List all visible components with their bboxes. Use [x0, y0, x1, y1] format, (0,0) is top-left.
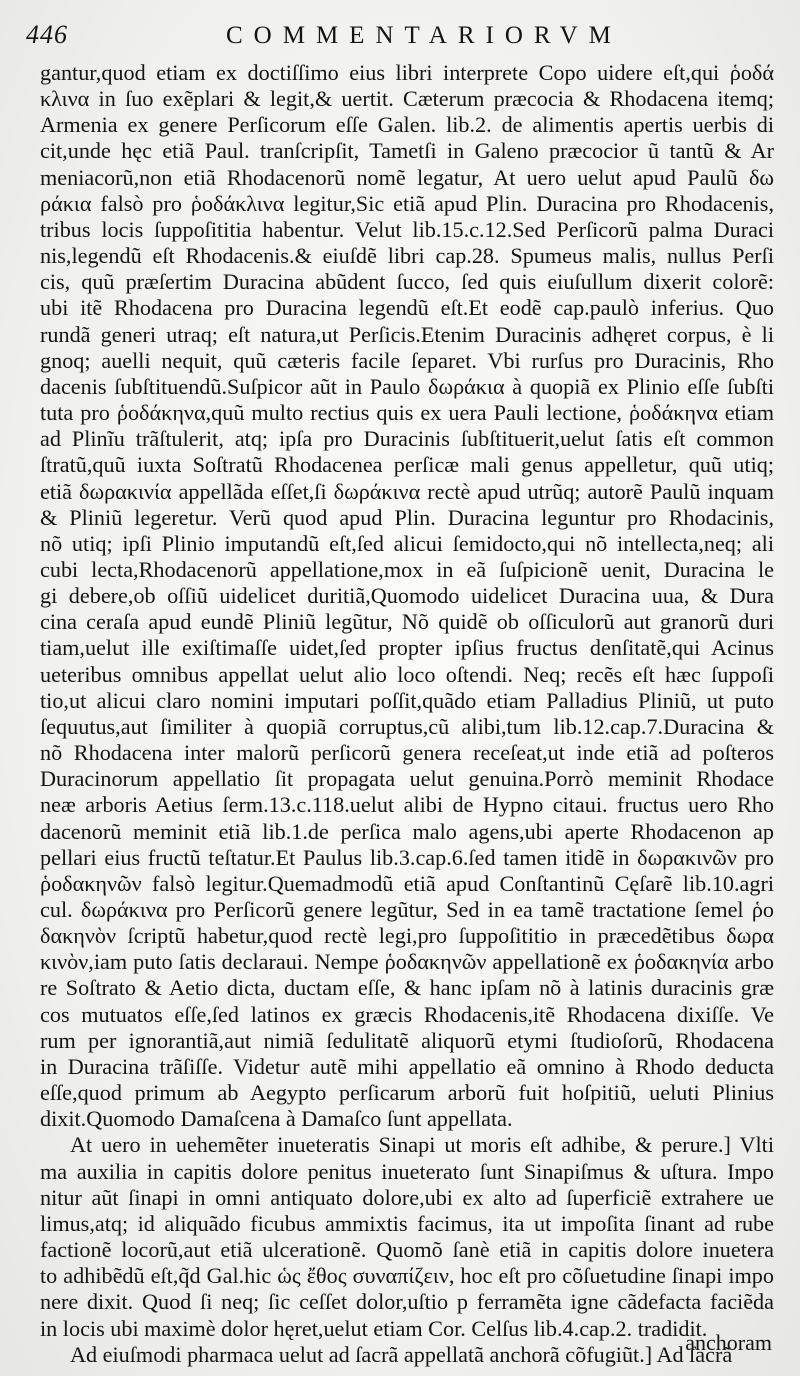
text-line: in Duracina trãſiſſe. Videtur autẽ mihi appellatio eã omnino à Rhodo deducta [40, 1053, 774, 1079]
text-line: nõ utiq; ipſi Plinio imputandũ eſt,ſed alicui ſemidocto,qui nõ intellecta,neq; ali [40, 530, 774, 556]
text-line: Duracinorum appellatio ſit propagata uelut genuina.Porrò meminit Rhodace [40, 766, 774, 792]
text-line: gnoq; auelli nequit, quũ cæteris facile ſeparet. Vbi rurſus pro Duracinis, Rho [40, 347, 774, 373]
text-line: Armenia ex genere Perſicorum eſſe Galen. lib.2. de alimentis apertis uerbis di [40, 112, 774, 138]
text-line: ma auxilia in capitis dolore penitus inueterato ſunt Sinapiſmus & uſtura. Impo [40, 1158, 774, 1184]
text-line: in locis ubi maximè dolor hęret,uelut etiam Cor. Celſus lib.4.cap.2. tradidit. [40, 1315, 708, 1341]
text-line: gi debere,ob oſſiũ uidelicet duritiã,Quomodo uidelicet Duracina uua, & Dura [40, 583, 774, 609]
text-line: factionẽ locorũ,aut etiã ulcerationẽ. Quomõ ſanè etiã in capitis dolore inuetera [40, 1237, 774, 1263]
text-line: δακηνὸν ſcriptũ habetur,quod rectè legi,pro ſuppoſititio in præcedẽtibus δωρα [40, 923, 774, 949]
text-line: dixit.Quomodo Damaſcena à Damaſco ſunt appellata. [40, 1106, 513, 1132]
text-line: rum per ignorantiã,aut nimiã ſedulitatẽ aliquorũ etymi ſtudioſorũ, Rhodacena [40, 1027, 774, 1053]
running-head: COMMENTARIORVM [226, 22, 622, 49]
text-line: ῥοδακηνῶν falsò legitur.Quemadmodũ etiã apud Conſtantinũ Cęſarẽ lib.10.agri [40, 870, 774, 896]
text-line: ueteribus omnibus appellat uelut alio loco oſtendi. Neq; recẽs eſt hæc ſuppoſi [40, 661, 774, 687]
text-line: nõ Rhodacena inter malorũ perſicorũ genera receſeat,ut inde etiã ad poſteros [40, 740, 774, 766]
text-line: cul. δωράκινα pro Perſicorũ genere legũtur, Sed in ea tamẽ tractatione ſemel ῥο [40, 897, 774, 922]
text-line: eſſe,quod primum ab Aegypto perſicarum arborũ fuit hoſpitiũ, ueluti Plinius [40, 1080, 774, 1106]
page-number: 446 [26, 20, 68, 49]
text-line: κινὸν,iam puto ſatis declaraui. Nempe ῥοδακηνῶν appellationẽ ex ῥοδακηνία arbo [40, 949, 774, 975]
text-line: tuta pro ῥοδάκηνα,quũ multo rectius quis ex uera Pauli lectione, ῥοδάκηνα etiam [40, 400, 774, 426]
text-line: ράκια falsò pro ῥοδάκλινα legitur,Sic etiã apud Plin. Duracina pro Rhodacenis, [40, 190, 774, 216]
text-line: tio,ut alicui claro nomini imputari poſſit,quãdo etiam Palladius Pliniũ, ut puto [40, 687, 774, 713]
text-line: & Pliniũ legeretur. Verũ quod apud Plin. Duracina leguntur pro Rhodacinis, [40, 504, 774, 530]
text-line: nis,legendũ eſt Rhodacenis.& eiuſdẽ libri cap.28. Spumeus malis, nullus Perſi [40, 243, 774, 269]
text-line: cina ceraſa apud eundẽ Pliniũ legũtur, Nõ quidẽ ob oſſiculorũ aut granorũ duri [40, 609, 774, 635]
text-line: cis, quũ præſertim Duracina abũdent ſucco, ſed quis eiuſullum dixerit colorẽ: [40, 269, 774, 295]
text-line: ſtratũ,quũ iuxta Soſtratũ Rhodacenea perſicæ mali genus appelletur, quũ utiq; [40, 452, 774, 478]
text-line: etiã δωρακινία appellãda eſſet,ſi δωράκινα rectè apud utrũq; autorẽ Paulũ inquam [40, 478, 774, 504]
page-header [26, 20, 774, 54]
text-line: At uero in uehemẽter inueteratis Sinapi ut moris eſt adhibe, & perure.] Vlti [70, 1132, 774, 1158]
text-line: κλινα in ſuo exẽplari & legit,& uertit. Cæterum præcocia & Rhodacena itemq; [40, 86, 774, 112]
text-line: ad Plinĩu trãſtulerit, atq; ipſa pro Duracinis ſubſtituerit,uelut ſatis eſt common [40, 426, 774, 452]
text-line: meniacorũ,non etiã Rhodacenorũ nomẽ legatur, At uero uelut apud Paulũ δω [40, 164, 774, 190]
text-line: cit,unde hęc etiã Paul. tranſcripſit, Tametſi in Galeno præcocior ũ tantũ & Ar [40, 138, 774, 164]
text-line: cos mutuatos eſſe,ſed latinos ex græcis Rhodacenis,itẽ Rhodacena dixiſſe. Ve [40, 1001, 774, 1027]
text-line: dacenorũ meminit etiã lib.1.de perſica malo agens,ubi aperte Rhodacenon ap [40, 818, 774, 844]
body-text [40, 60, 774, 1368]
text-line: ubi itẽ Rhodacena pro Duracina legendũ eſt.Et eodẽ cap.paulò inferius. Quo [40, 295, 774, 321]
catchword: anchoram [685, 1330, 772, 1355]
paragraph [40, 60, 774, 1132]
paragraph [40, 1132, 774, 1341]
text-line: nitur aũt ſinapi in omni antiquato dolore,ubi ex alto ad ſuperficiẽ extrahere ue [40, 1184, 774, 1210]
text-line: limus,atq; id aliquãdo ficubus ammixtis facimus, ita ut impoſita ſinant ad rube [40, 1210, 774, 1236]
text-line: tiam,uelut ille exiſtimaſſe uidet,ſed propter ipſius fructus denſitatẽ,qui Acinus [40, 635, 774, 661]
text-line: cubi lecta,Rhodacenorũ appellatione,mox in eã ſuſpicionẽ uenit, Duracina le [40, 556, 774, 582]
text-line: tribus locis ſuppoſititia habentur. Velut lib.15.c.12.Sed Perſicorũ palma Duraci [40, 216, 774, 242]
text-line: to adhibẽdũ eſt,q̃d Gal.hic ὡς ἔθος συναπίζειν, hoc eſt pro cõſuetudine ſinapi impo [40, 1263, 774, 1289]
text-line: ſequutus,aut ſimiliter à quopiã corruptus,cũ alibi,tum lib.12.cap.7.Duracina & [40, 713, 774, 739]
text-line: Ad eiuſmodi pharmaca uelut ad ſacrã appellatã anchorã cõfugiũt.] Ad ſacrã [70, 1341, 733, 1367]
text-line: dacenis ſubſtituendũ.Suſpicor aũt in Paulo δωράκια à quopiã ex Plinio eſſe ſubſti [40, 373, 774, 399]
text-line: neæ arboris Aetius ſerm.13.c.118.uelut alibi de Hypno citaui. fructus uero Rho [40, 792, 774, 818]
text-line: pellari eius fructũ teſtatur.Et Paulus lib.3.cap.6.ſed tamen itidẽ in δωρακινῶν pro [40, 844, 774, 870]
text-line: rundã generi utraq; eſt natura,ut Perſicis.Etenim Duracinis adhęret corpus, è li [40, 321, 774, 347]
paragraph [40, 1342, 774, 1368]
text-line: nere dixit. Quod ſi neq; ſic ceſſet dolor,uſtio p ferramẽta igne cãdefacta faciẽda [40, 1289, 774, 1315]
text-line: re Soſtrato & Aetio dicta, ductam eſſe, & hanc ipſam nõ à latinis duracinis græ [40, 975, 774, 1001]
text-line: gantur,quod etiam ex doctiſſimo eius libri interprete Copo uidere eſt,qui ῥοδά [40, 60, 774, 85]
